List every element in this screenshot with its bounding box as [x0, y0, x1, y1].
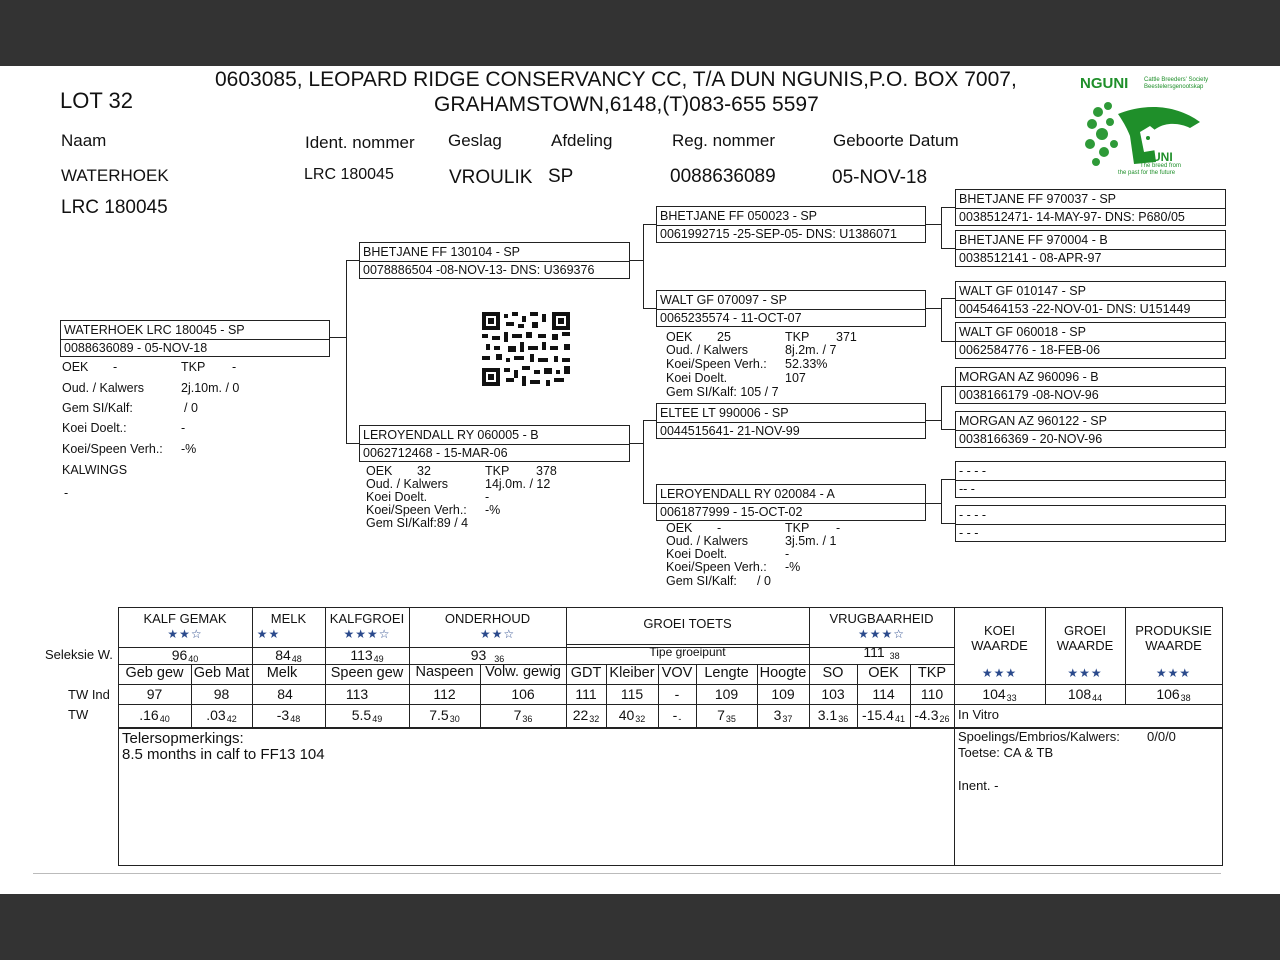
twind-value: 109	[714, 686, 739, 702]
star-rating-icon: ★★★	[1067, 666, 1103, 680]
dam-dam-oud-label: Oud. / Kalwers	[666, 534, 748, 548]
value: 5.5	[351, 707, 372, 723]
dam-dam-doelt-value: -	[785, 547, 790, 561]
dam-sire-name: ELTEE LT 990006 - SP	[660, 406, 789, 420]
star-rating-icon: ★★★☆	[343, 627, 391, 641]
accuracy: 49	[372, 714, 383, 724]
star-rating-icon: ★★★☆	[857, 627, 906, 641]
column-header: Geb Mat	[193, 665, 250, 681]
tw-value	[757, 707, 809, 724]
value: 40	[618, 707, 635, 723]
dam-oud-label: Oud. / Kalwers	[366, 477, 448, 491]
value: .03	[206, 707, 226, 723]
sire-dam-oek-value: 25	[717, 330, 731, 344]
accuracy: 33	[1006, 693, 1017, 703]
group-name: KALF GEMAK	[143, 611, 227, 626]
twind-value: 97	[146, 686, 163, 702]
breeder-address-line1: 0603085, LEOPARD RIDGE CONSERVANCY CC, T/A DUN NGUNIS,P.O. BOX 7007,	[215, 68, 1017, 91]
star-rating-icon: ★★★	[1155, 666, 1192, 680]
star-rating-icon: ★★☆	[479, 627, 516, 641]
value-ident: LRC 180045	[304, 166, 394, 183]
dam-speen-value: -%	[485, 503, 501, 517]
subject-kalwings-label: KALWINGS	[62, 463, 128, 477]
great-grandparent-reg: 0045464153 -22-NOV-01- DNS: U151449	[959, 302, 1191, 316]
dam-oek-label: OEK	[366, 464, 393, 478]
sire-dam-oud-label: Oud. / Kalwers	[666, 343, 748, 357]
group-name: WAARDE	[1056, 638, 1114, 653]
great-grandparent-name: MORGAN AZ 960122 - SP	[959, 414, 1107, 428]
group-name: WAARDE	[1145, 638, 1202, 653]
group-name: VRUGBAARHEID	[829, 611, 934, 626]
great-grandparent-reg: - - -	[959, 526, 979, 540]
value: 3.1	[817, 707, 838, 723]
toetse-text: Toetse: CA & TB	[958, 745, 1054, 760]
value: 93	[470, 647, 487, 663]
accuracy: 37	[782, 714, 793, 724]
accuracy: 41	[894, 714, 905, 724]
column-header: OEK	[868, 665, 899, 681]
dam-tkp-value: 378	[536, 464, 557, 478]
logo-title: NGUNI	[1080, 75, 1129, 92]
subject-oek-label: OEK	[62, 360, 89, 374]
accuracy: 36	[838, 714, 849, 724]
group-kalfgroei	[325, 611, 409, 641]
column-header: Speen gew	[330, 665, 404, 681]
sire-dam-speen-label: Koei/Speen Verh.:	[666, 357, 767, 371]
value-naam: WATERHOEK	[61, 166, 169, 185]
great-grandparent-name: WALT GF 010147 - SP	[959, 284, 1086, 298]
dam-dam-oud-value: 3j.5m. / 1	[785, 534, 837, 548]
logo-society-line1: Cattle Breeders' Society	[1144, 77, 1209, 83]
twind-value: 109	[771, 686, 795, 702]
great-grandparent-name: - - - -	[959, 508, 987, 522]
value-geslag: VROULIK	[449, 167, 533, 188]
great-grandparent-reg: 0038166179 -08-NOV-96	[959, 388, 1099, 402]
accuracy: 38	[1180, 693, 1191, 703]
group-produksie-waarde	[1125, 623, 1222, 653]
tw-value	[325, 707, 409, 724]
tw-value	[910, 707, 954, 724]
group-melk	[252, 611, 325, 641]
sire-dam-reg-date: 0065235574 - 11-OCT-07	[660, 311, 802, 325]
bottom-divider	[33, 873, 1221, 874]
group-name: GROEI	[1064, 623, 1106, 638]
sire-dam-tkp-value: 371	[836, 330, 857, 344]
lot-number: LOT 32	[60, 88, 133, 113]
tw-value	[191, 707, 252, 724]
twind-value: 114	[872, 686, 895, 702]
group-tipe-groeipunt: Tipe groeipunt	[649, 645, 726, 659]
star-rating-icon: ★★	[256, 627, 281, 641]
in-vitro-label: In Vitro	[958, 707, 999, 722]
tw-value	[658, 707, 696, 724]
sire-name: BHETJANE FF 130104 - SP	[363, 245, 521, 259]
dam-dam-oek-label: OEK	[666, 521, 693, 535]
dam-dam-speen-label: Koei/Speen Verh.:	[666, 560, 767, 574]
value-reg: 0088636089	[670, 166, 776, 187]
tw-value	[696, 707, 757, 724]
column-header: TKP	[917, 665, 947, 681]
subject-oek-value: -	[113, 360, 118, 374]
great-grandparent-name: WALT GF 060018 - SP	[959, 325, 1086, 339]
spoelings-label: Spoelings/Embrios/Kalwers:	[958, 729, 1120, 744]
accuracy: 48	[290, 714, 301, 724]
label-naam: Naam	[61, 131, 107, 150]
dam-sire-reg-date: 0044515641- 21-NOV-99	[660, 424, 800, 438]
tw-value	[409, 707, 480, 724]
koei-waarde-value	[954, 686, 1045, 703]
value: -	[672, 707, 678, 723]
great-grandparent-reg: 0038512471- 14-MAY-97- DNS: P680/05	[959, 210, 1185, 224]
twind-value: 84	[277, 686, 293, 702]
value: 96	[171, 647, 188, 663]
group-name: MELK	[270, 611, 307, 626]
row-label-tw: TW	[68, 707, 89, 722]
label-reg: Reg. nommer	[672, 131, 775, 150]
logo-tagline-2: the past for the future	[1118, 170, 1176, 176]
subject-speen-label: Koei/Speen Verh.:	[62, 442, 163, 456]
value: 104	[982, 686, 1006, 702]
subject-oud-label: Oud. / Kalwers	[62, 381, 144, 395]
subject-reg-date: 0088636089 - 05-NOV-18	[64, 341, 208, 355]
subject-doelt-value: -	[181, 421, 186, 435]
subject-name: WATERHOEK LRC 180045 - SP	[64, 323, 245, 337]
value: 106	[1156, 686, 1180, 702]
accuracy: 49	[373, 654, 384, 664]
accuracy: 26	[939, 714, 950, 724]
group-name: KOEI	[983, 623, 1016, 638]
value: 84	[275, 647, 291, 663]
group-name: ONDERHOUD	[444, 611, 531, 626]
label-ident: Ident. nommer	[305, 133, 415, 152]
label-geslag: Geslag	[448, 131, 502, 150]
dam-dam-gem-label: Gem SI/Kalf:	[666, 574, 737, 588]
group-name: KALFGROEI	[329, 611, 405, 626]
accuracy: 36	[494, 654, 505, 664]
produksie-waarde-value	[1125, 686, 1222, 703]
dam-dam-doelt-label: Koei Doelt.	[666, 547, 728, 561]
twind-value: 111	[575, 686, 597, 702]
spoelings-value: 0/0/0	[1147, 729, 1176, 744]
accuracy: 40	[159, 714, 170, 724]
tw-value	[252, 707, 325, 724]
value: 7.5	[429, 707, 449, 723]
accuracy: 32	[589, 714, 600, 724]
dam-dam-reg-date: 0061877999 - 15-OCT-02	[660, 505, 803, 519]
row-label-twind: TW Ind	[68, 687, 110, 702]
great-grandparent-reg: 0062584776 - 18-FEB-06	[959, 343, 1101, 357]
label-afdeling: Afdeling	[551, 131, 613, 150]
column-header: GDT	[570, 665, 602, 681]
group-kalf-gemak	[118, 611, 252, 641]
accuracy: 44	[1092, 693, 1103, 703]
twind-value: 103	[821, 686, 845, 702]
group-groei-toets: GROEI TOETS	[643, 616, 732, 631]
dam-gem: Gem SI/Kalf:89 / 4	[366, 516, 469, 530]
dam-name: LEROYENDALL RY 060005 - B	[363, 428, 539, 442]
value: .16	[139, 707, 159, 723]
remarks-text: 8.5 months in calf to FF13 104	[122, 746, 325, 763]
accuracy: 48	[291, 654, 302, 664]
twind-value: 113	[345, 686, 369, 702]
great-grandparent-reg: 0038166369 - 20-NOV-96	[959, 432, 1103, 446]
column-header: Kleiber	[609, 665, 655, 681]
value: 7	[513, 707, 522, 723]
group-name: WAARDE	[971, 638, 1028, 653]
column-header: Hoogte	[759, 665, 807, 681]
selection-value-onderhoud	[409, 647, 566, 664]
sire-sire-name: BHETJANE FF 050023 - SP	[660, 209, 818, 223]
breeder-address-line2: GRAHAMSTOWN,6148,(T)083-655 5597	[434, 93, 819, 116]
dam-reg-date: 0062712468 - 15-MAR-06	[363, 446, 508, 460]
subject-tkp-value: -	[232, 360, 237, 374]
accuracy: 36	[522, 714, 533, 724]
dam-tkp-label: TKP	[485, 464, 510, 478]
tw-value	[566, 707, 606, 724]
label-geboorte: Geboorte Datum	[833, 131, 959, 150]
group-name: PRODUKSIE	[1135, 623, 1212, 638]
dam-dam-speen-value: -%	[785, 560, 801, 574]
great-grandparent-reg: 0038512141 - 08-APR-97	[959, 251, 1102, 265]
star-rating-icon: ★★★	[981, 666, 1018, 680]
value: 7	[717, 707, 725, 723]
star-rating-icon: ★★☆	[167, 627, 203, 641]
sire-dam-oud-value: 8j.2m. / 7	[785, 343, 837, 357]
value-geboorte: 05-NOV-18	[832, 167, 928, 188]
sire-dam-oek-label: OEK	[666, 330, 693, 344]
remarks-label: Telersopmerkings:	[122, 730, 244, 747]
twind-value: 98	[213, 686, 230, 702]
column-header: Naspeen	[415, 664, 474, 680]
column-header: Geb gew	[125, 665, 184, 681]
groei-waarde-value	[1045, 686, 1125, 703]
dam-doelt-value: -	[485, 490, 490, 504]
accuracy: 40	[188, 654, 199, 664]
sire-dam-tkp-label: TKP	[785, 330, 810, 344]
accuracy: 38	[889, 651, 900, 661]
column-header: VOV	[661, 665, 693, 681]
accuracy: 32	[635, 714, 646, 724]
subject-tkp-label: TKP	[181, 360, 206, 374]
accuracy: 35	[725, 714, 736, 724]
sire-dam-doelt-value: 107	[785, 371, 806, 385]
sire-dam-name: WALT GF 070097 - SP	[660, 293, 787, 307]
row-label-seleksie: Seleksie W.	[45, 647, 113, 662]
great-grandparent-name: - - - -	[959, 464, 987, 478]
group-vrugbaarheid	[809, 611, 954, 641]
sire-sire-reg-date: 0061992715 -25-SEP-05- DNS: U1386071	[660, 227, 897, 241]
sire-dam-speen-value: 52.33%	[785, 357, 828, 371]
subject-gem-label: Gem SI/Kalf:	[62, 401, 133, 415]
selection-value-kalfgroei	[325, 647, 409, 664]
subject-doelt-label: Koei Doelt.:	[62, 421, 127, 435]
great-grandparent-reg: -- -	[959, 482, 975, 496]
logo-society-line2: Beestelersgenootskap	[1144, 84, 1204, 90]
value: 111	[863, 644, 885, 660]
column-header: Volw. gewig	[485, 664, 561, 680]
value: 22	[572, 707, 589, 723]
dam-doelt-label: Koei Doelt.	[366, 490, 428, 504]
column-header: SO	[822, 665, 844, 681]
twind-value: -	[674, 686, 680, 702]
sire-dam-doelt-label: Koei Doelt.	[666, 371, 728, 385]
value: -15.4	[862, 707, 894, 723]
subject-kalwings-value: -	[64, 486, 69, 500]
twind-value: 110	[920, 686, 944, 702]
twind-value: 112	[433, 686, 456, 702]
tw-value	[480, 707, 566, 724]
great-grandparent-name: MORGAN AZ 960096 - B	[959, 370, 1099, 384]
logo-tagline-1: The breed from	[1140, 163, 1182, 169]
subject-gem-value: / 0	[184, 401, 198, 415]
twind-value: 115	[620, 686, 644, 702]
dam-speen-label: Koei/Speen Verh.:	[366, 503, 467, 517]
column-header: Lengte	[704, 665, 749, 681]
tw-value	[118, 707, 191, 724]
dam-dam-name: LEROYENDALL RY 020084 - A	[660, 487, 835, 501]
selection-value-kalf	[118, 647, 252, 664]
value: 113	[350, 647, 373, 663]
value: -4.3	[914, 707, 939, 723]
accuracy: 30	[449, 714, 460, 724]
logo-brand: NGUNI	[1134, 150, 1173, 164]
dam-dam-oek-value: -	[717, 521, 722, 535]
subject-oud-value: 2j.10m. / 0	[181, 381, 240, 395]
dam-dam-tkp-label: TKP	[785, 521, 810, 535]
tw-value	[606, 707, 658, 724]
sire-reg-date: 0078886504 -08-NOV-13- DNS: U369376	[363, 263, 595, 277]
value-ident-large: LRC 180045	[61, 197, 168, 218]
value-afdeling: SP	[548, 166, 574, 187]
accuracy: 42	[226, 714, 237, 724]
tw-value	[809, 707, 857, 724]
great-grandparent-name: BHETJANE FF 970004 - B	[959, 233, 1108, 247]
dam-oek-value: 32	[417, 464, 431, 478]
column-header: Melk	[266, 665, 298, 681]
dam-dam-gem-value: / 0	[757, 574, 771, 588]
dam-dam-tkp-value: -	[836, 521, 841, 535]
inent-text: Inent. -	[958, 778, 999, 793]
value: -3	[276, 707, 290, 723]
group-koei-waarde	[954, 623, 1045, 653]
great-grandparent-name: BHETJANE FF 970037 - SP	[959, 192, 1117, 206]
sire-dam-gem: Gem SI/Kalf: 105 / 7	[666, 385, 779, 399]
tw-value	[857, 707, 910, 724]
group-onderhoud	[409, 611, 566, 641]
subject-speen-value: -%	[181, 442, 197, 456]
value: 108	[1067, 686, 1092, 702]
twind-value: 106	[511, 686, 535, 702]
selection-value-vrug	[809, 644, 954, 661]
dam-oud-value: 14j.0m. / 12	[485, 477, 551, 491]
value: 3	[773, 707, 782, 723]
selection-value-melk	[252, 647, 325, 664]
group-groei-waarde	[1045, 623, 1125, 653]
accuracy: -	[678, 714, 682, 724]
